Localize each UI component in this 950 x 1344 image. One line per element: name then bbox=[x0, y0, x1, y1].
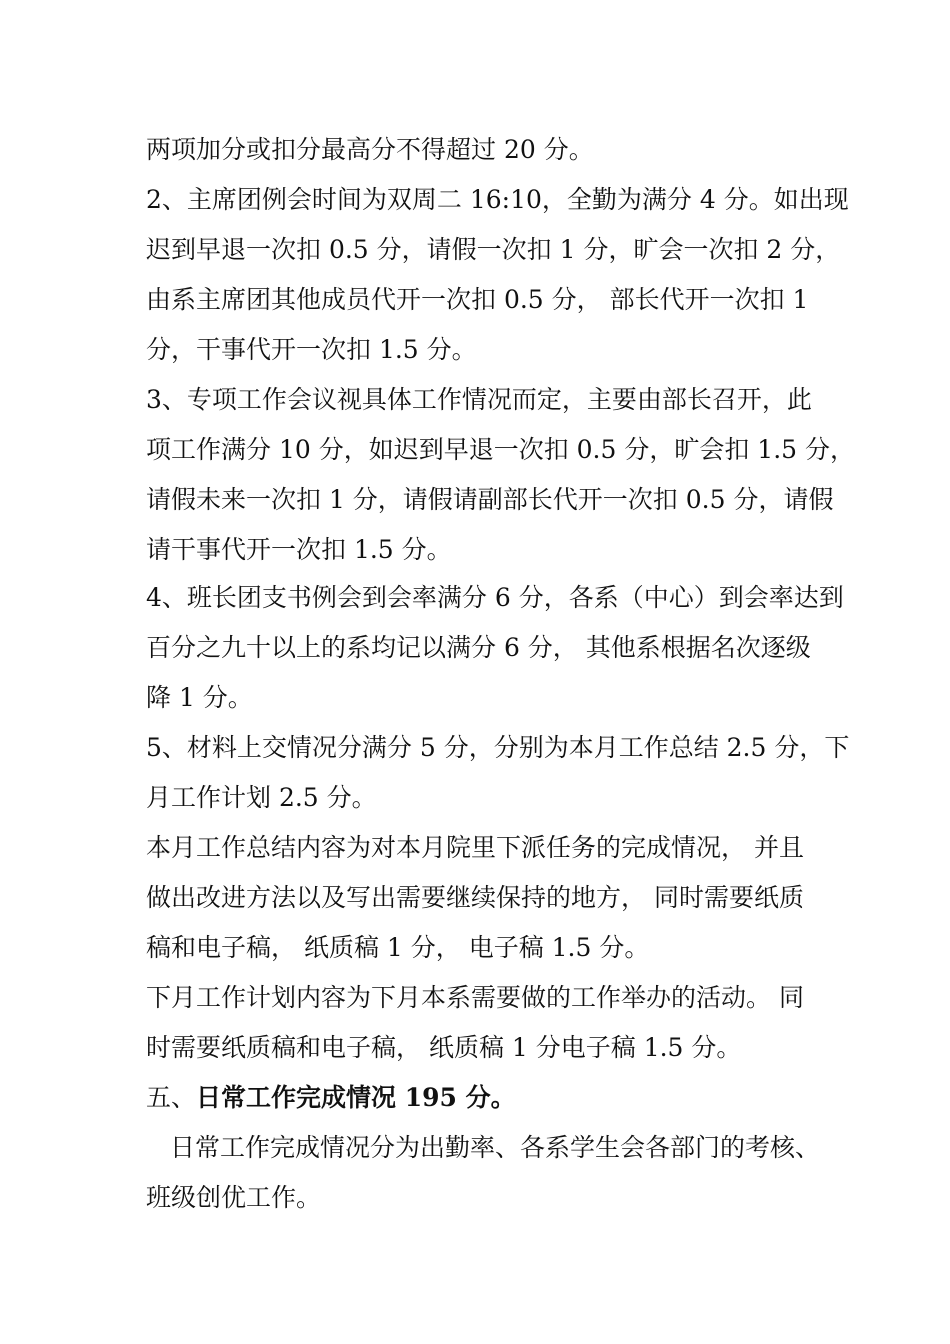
text-line: 请干事代开一次扣 1.5 分。 bbox=[146, 535, 452, 564]
text-line: 时需要纸质稿和电子稿， 纸质稿 1 分电子稿 1.5 分。 bbox=[146, 1033, 742, 1062]
text-line: 由系主席团其他成员代开一次扣 0.5 分， 部长代开一次扣 1 bbox=[146, 285, 809, 314]
text-line: 两项加分或扣分最高分不得超过 20 分。 bbox=[146, 135, 594, 164]
text-line: 3、专项工作会议视具体工作情况而定，主要由部长召开，此 bbox=[146, 385, 812, 414]
section-heading-title: 日常工作完成情况 195 分。 bbox=[196, 1083, 516, 1112]
text-line: 请假未来一次扣 1 分，请假请副部长代开一次扣 0.5 分，请假 bbox=[146, 485, 834, 514]
text-line: 4、班长团支书例会到会率满分 6 分，各系（中心）到会率达到 bbox=[146, 583, 844, 612]
text-line: 2、主席团例会时间为双周二 16:10，全勤为满分 4 分。如出现 bbox=[146, 185, 849, 214]
section-heading bbox=[146, 1082, 516, 1114]
text-line: 降 1 分。 bbox=[146, 683, 253, 712]
text-line: 项工作满分 10 分，如迟到早退一次扣 0.5 分，旷会扣 1.5 分， bbox=[146, 435, 856, 464]
text-line: 月工作计划 2.5 分。 bbox=[146, 783, 377, 812]
text-line: 迟到早退一次扣 0.5 分，请假一次扣 1 分，旷会一次扣 2 分， bbox=[146, 235, 841, 264]
section-heading-number: 五、 bbox=[146, 1083, 197, 1112]
paragraph-line: 日常工作完成情况分为出勤率、各系学生会各部门的考核、 bbox=[170, 1133, 821, 1162]
text-line: 稿和电子稿， 纸质稿 1 分， 电子稿 1.5 分。 bbox=[146, 933, 650, 962]
text-line: 百分之九十以上的系均记以满分 6 分， 其他系根据名次逐级 bbox=[146, 633, 811, 662]
text-line: 本月工作总结内容为对本月院里下派任务的完成情况， 并且 bbox=[146, 833, 804, 862]
text-line: 做出改进方法以及写出需要继续保持的地方， 同时需要纸质 bbox=[146, 883, 804, 912]
text-line: 下月工作计划内容为下月本系需要做的工作举办的活动。 同 bbox=[146, 983, 804, 1012]
paragraph-line: 班级创优工作。 bbox=[146, 1183, 322, 1212]
text-line: 5、材料上交情况分满分 5 分，分别为本月工作总结 2.5 分，下 bbox=[146, 733, 850, 762]
text-line: 分，干事代开一次扣 1.5 分。 bbox=[146, 335, 477, 364]
